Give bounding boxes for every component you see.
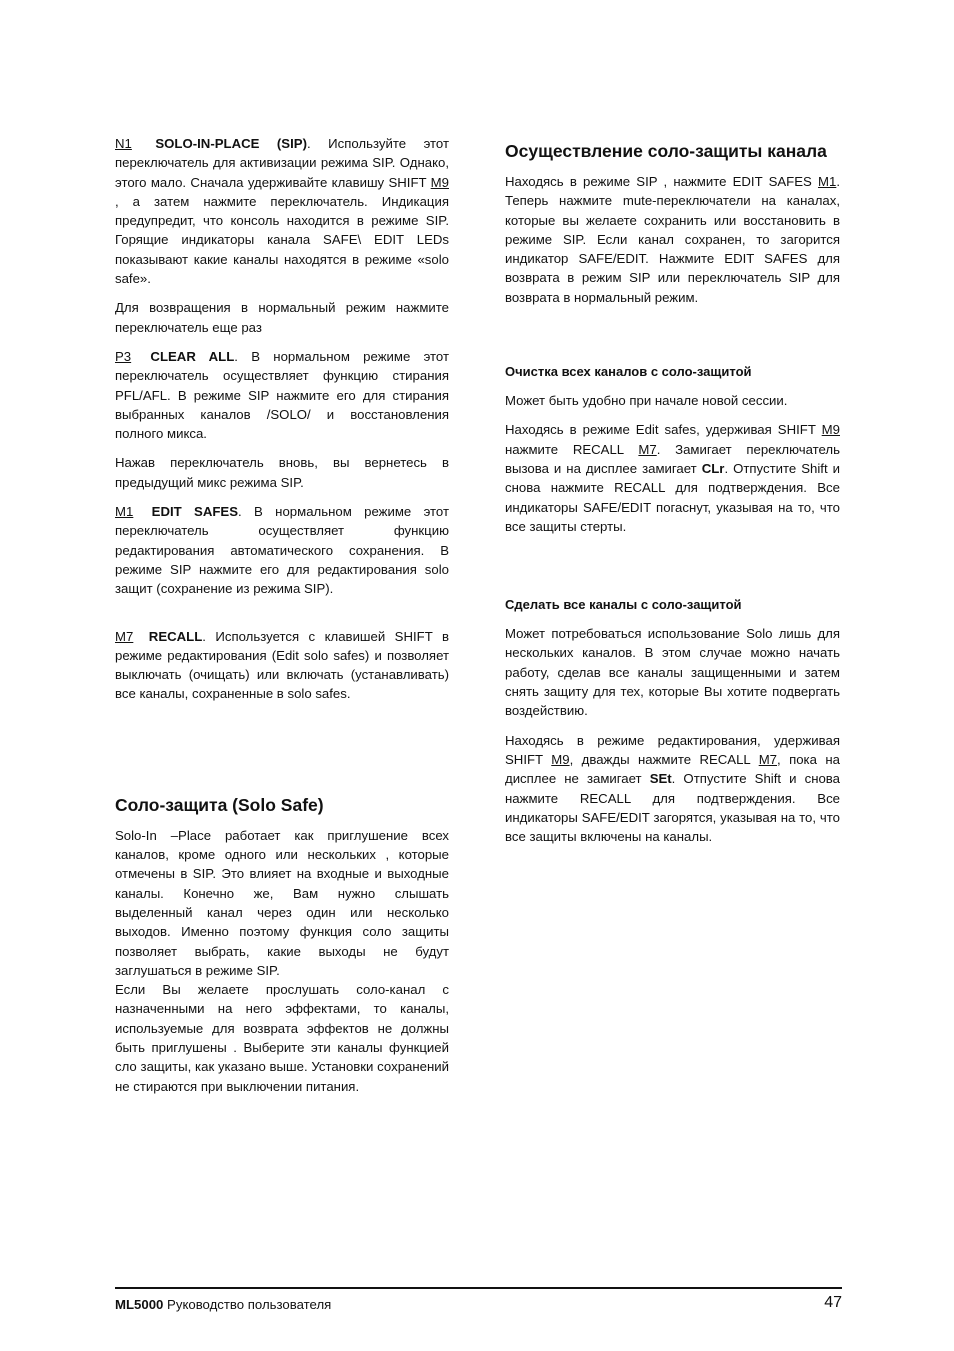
m7-paragraph: M7 RECALL. Используется с клавишей SHIFT в режиме редактирования (Edit solo safes) и позволяет выключать (очищать) или включать (устанавливать) все каналы, сохраненные в solo safes.: [115, 628, 449, 702]
again-paragraph: Нажав переключатель вновь, вы вернетесь в предыдущий микс режима SIP.: [115, 455, 449, 490]
set-paragraph-1: Может потребоваться использование Solo лишь для нескольких каналов. В этом случае можно начать работу, сделав все каналы защищенными и затем снять защиту для тех, которые Вы хотите подвергать воздействию.: [505, 626, 840, 719]
m1-ref: M1: [818, 174, 837, 189]
channel-safe-paragraph: Находясь в режиме SIP , нажмите EDIT SAFES M1. Теперь нажмите mute-переключатели на каналах, которые вы желаете сохранить или восстановить в режиме SIP. Если канал сохранен, то загорится индикатор SAFE/EDIT. Нажмите EDIT SAFES для возврата в режим SIP или переключатель SIP для возврата в нормальный режим.: [505, 174, 840, 305]
right-column: [505, 140, 840, 856]
set-paragraph-2: Находясь в режиме редактирования, удерживая SHIFT M9, дважды нажмите RECALL M7, пока на дисплее не замигает SEt. Отпустите Shift и снова нажмите RECALL для подтверждения. Все индикаторы SAFE/EDIT загорятся, указывая на то, что все защиты включены на каналы.: [505, 732, 840, 845]
m9-ref: M9: [430, 174, 449, 190]
return-paragraph: Для возвращения в нормальный режим нажмите переключатель еще раз: [115, 300, 449, 335]
m1-code: M1: [115, 504, 134, 520]
p3-code: P3: [115, 348, 132, 364]
m1-paragraph: M1 EDIT SAFES. В нормальном режиме этот переключатель осуществляет функцию редактирования автоматического сохранения. В режиме SIP нажмите его для редактирования solo защит (сохранение из режима SIP).: [115, 504, 449, 597]
m7-code: M7: [115, 628, 134, 644]
n1-title: SOLO-IN-PLACE (SIP): [155, 136, 307, 151]
n1-code: N1: [115, 136, 132, 151]
solo-safe-heading: Соло-защита (Solo Safe): [115, 794, 324, 815]
set-all-heading: Сделать все каналы с соло-защитой: [505, 597, 742, 613]
m1-title: EDIT SAFES: [151, 504, 239, 520]
footer-rule: [115, 1287, 842, 1289]
solo-safe-paragraph-2: Если Вы желаете прослушать соло-канал с назначенными на него эффектами, то каналы, используемые для возврата эффектов не должны быть приглушены . Выберите эти каналы функцией сло защиты, как указано выше. Установки сохранений не стираются при выключении питания.: [115, 982, 449, 1094]
m7-title: RECALL: [148, 628, 203, 644]
p3-paragraph: P3 CLEAR ALL. В нормальном режиме этот переключатель осуществляет функцию стирания PFL/AFL. В режиме SIP нажмите его для стирания выбранных каналов /SOLO/ и восстановления полного микса.: [115, 348, 449, 442]
p3-title: CLEAR ALL: [150, 348, 235, 364]
page-number: 47: [824, 1294, 842, 1311]
footer-title: ML5000 Руководство пользователя: [115, 1297, 332, 1312]
clear-all-heading: Очистка всех каналов с соло-защитой: [505, 364, 752, 380]
left-column: [115, 134, 449, 1106]
footer-model: ML5000: [115, 1297, 164, 1312]
channel-safe-heading: Осуществление соло-защиты канала: [505, 141, 827, 161]
n1-paragraph: N1 SOLO-IN-PLACE (SIP). Используйте этот переключатель для активизации режима SIP. Однако, этого мало. Сначала удерживайте клавишу SHIFT M9 , а затем нажмите переключатель. Индикация предупредит, что консоль находится в режиме SIP. Горящие индикаторы канала SAFE\ EDIT LEDs показывают какие каналы находятся в режиме «solo safe».: [115, 136, 449, 287]
clear-paragraph-1: Может быть удобно при начале новой сессии.: [505, 393, 788, 409]
clear-paragraph-2: Находясь в режиме Edit safes, удерживая SHIFT M9 нажмите RECALL M7. Замигает переключатель вызова и на дисплее замигает CLr. Отпустите Shift и снова нажмите RECALL для подтверждения. Все индикаторы SAFE/EDIT погаснут, указывая на то, что все защиты стерты.: [505, 422, 840, 534]
solo-safe-paragraph-1: Solo-In –Place работает как приглушение всех каналов, кроме одного или нескольких , которые отмечены в SIP. Это влияет на входные и выходные каналы. Конечно же, Вам нужно слышать выделенный канал через один или несколько выходов. Именно поэтому функция соло защиты позволяет выбрать, какие выходы не будут заглушаться в режиме SIP.: [115, 827, 449, 978]
